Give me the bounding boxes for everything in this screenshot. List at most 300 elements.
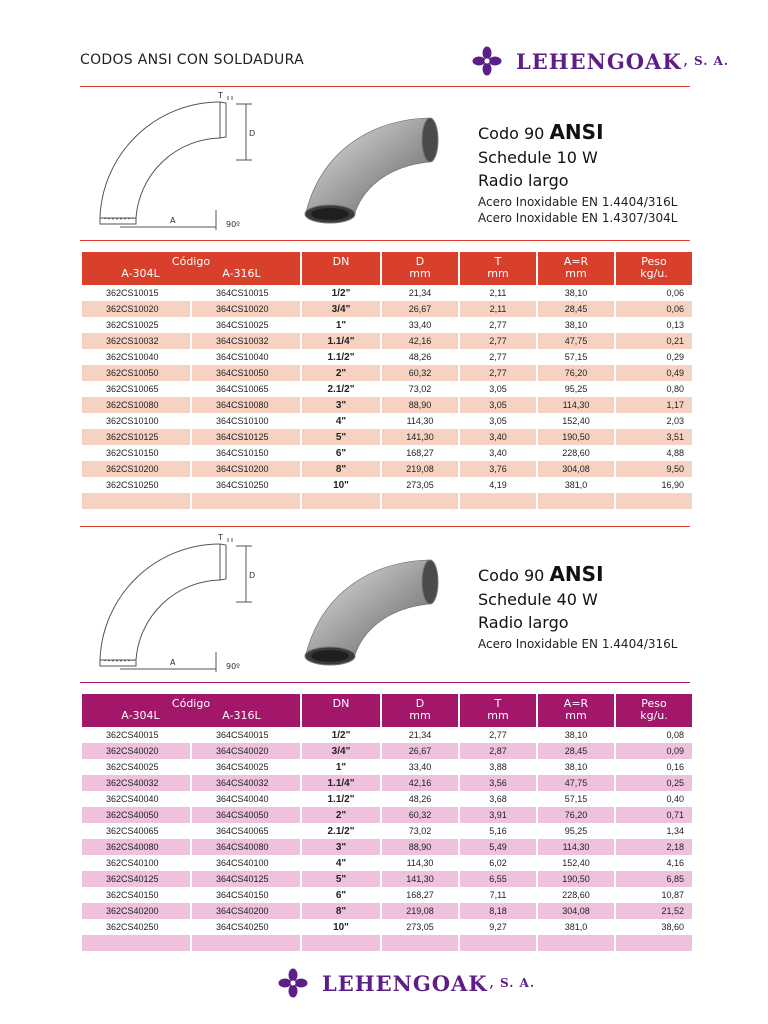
table-row <box>82 477 692 493</box>
cell-peso: 38,60 <box>616 919 692 935</box>
cell-code-a316: 364CS10200 <box>192 461 300 477</box>
brand-logo-header <box>472 46 729 76</box>
cell-ar: 38,10 <box>538 317 614 333</box>
cell-code-a304: 362CS10015 <box>82 285 190 301</box>
cell-code-a316: 364CS10025 <box>192 317 300 333</box>
cell-dn: 8" <box>302 903 380 919</box>
header-peso-label: Peso <box>641 255 667 268</box>
divider <box>80 240 690 241</box>
product-material: Acero Inoxidable EN 1.4404/316L <box>478 195 678 209</box>
cell-t: 2,77 <box>460 333 536 349</box>
cell-peso: 0,06 <box>616 285 692 301</box>
cell-d <box>382 493 458 509</box>
cell-peso: 21,52 <box>616 903 692 919</box>
table-row <box>82 743 692 759</box>
cell-dn: 4" <box>302 413 380 429</box>
cell-code-a316: 364CS40065 <box>192 823 300 839</box>
header-a304: A-304L <box>121 267 160 280</box>
cell-dn: 1/2" <box>302 727 380 743</box>
cell-peso: 3,51 <box>616 429 692 445</box>
header-codigo <box>82 252 300 285</box>
cell-t: 2,77 <box>460 349 536 365</box>
cell-code-a316: 364CS10065 <box>192 381 300 397</box>
cell-dn: 3" <box>302 397 380 413</box>
cell-code-a316: 364CS10100 <box>192 413 300 429</box>
header-ar <box>538 252 614 285</box>
table-header-row <box>82 252 692 285</box>
cell-code-a316: 364CS40125 <box>192 871 300 887</box>
header-ar <box>538 694 614 727</box>
header-peso-label: Peso <box>641 697 667 710</box>
cell-peso: 0,80 <box>616 381 692 397</box>
cell-code-a304: 362CS10065 <box>82 381 190 397</box>
cell-peso: 0,09 <box>616 743 692 759</box>
cell-code-a304: 362CS10040 <box>82 349 190 365</box>
header-ar-unit: mm <box>565 709 587 722</box>
product-material: Acero Inoxidable EN 1.4307/304L <box>478 211 678 225</box>
cell-dn <box>302 935 380 951</box>
cell-d: 33,40 <box>382 317 458 333</box>
cell-ar: 38,10 <box>538 759 614 775</box>
brand-mark-icon <box>472 46 502 76</box>
table-row <box>82 445 692 461</box>
cell-d: 141,30 <box>382 871 458 887</box>
cell-dn: 1.1/2" <box>302 349 380 365</box>
cell-dn: 2.1/2" <box>302 381 380 397</box>
cell-code-a316: 364CS10150 <box>192 445 300 461</box>
cell-ar: 47,75 <box>538 333 614 349</box>
cell-code-a316: 364CS10032 <box>192 333 300 349</box>
cell-dn: 1.1/2" <box>302 791 380 807</box>
cell-t: 7,11 <box>460 887 536 903</box>
cell-dn: 5" <box>302 871 380 887</box>
table-row <box>82 727 692 743</box>
header-a316: A-316L <box>222 709 261 722</box>
brand-logo-footer <box>278 968 535 998</box>
cell-d: 42,16 <box>382 775 458 791</box>
table-row <box>82 317 692 333</box>
cell-code-a316: 364CS40032 <box>192 775 300 791</box>
brand-name: LEHENGOAK <box>516 48 682 74</box>
cell-code-a304: 362CS10100 <box>82 413 190 429</box>
cell-dn: 2" <box>302 365 380 381</box>
cell-code-a304: 362CS40015 <box>82 727 190 743</box>
elbow-photo <box>292 546 442 672</box>
product-title <box>478 120 677 144</box>
cell-peso: 2,03 <box>616 413 692 429</box>
cell-t: 3,05 <box>460 397 536 413</box>
elbow-technical-drawing <box>90 90 260 232</box>
cell-ar: 76,20 <box>538 365 614 381</box>
cell-t: 8,18 <box>460 903 536 919</box>
table-row <box>82 285 692 301</box>
product-codo: Codo 90 <box>478 566 545 585</box>
table-row <box>82 775 692 791</box>
product-codo: Codo 90 <box>478 124 545 143</box>
cell-dn: 4" <box>302 855 380 871</box>
cell-d: 48,26 <box>382 791 458 807</box>
cell-code-a316: 364CS40080 <box>192 839 300 855</box>
cell-t: 3,05 <box>460 381 536 397</box>
cell-code-a304: 362CS40020 <box>82 743 190 759</box>
header-d-label: D <box>415 255 425 268</box>
header-codigo-label: Código <box>171 255 211 268</box>
header-peso <box>616 252 692 285</box>
cell-code-a316: 364CS10050 <box>192 365 300 381</box>
header-dn-label: DN <box>332 255 350 268</box>
header-ar-label: A=R <box>563 697 589 710</box>
cell-peso: 0,06 <box>616 301 692 317</box>
cell-d: 26,67 <box>382 301 458 317</box>
cell-peso: 0,21 <box>616 333 692 349</box>
cell-t <box>460 493 536 509</box>
cell-peso: 4,16 <box>616 855 692 871</box>
cell-peso: 0,40 <box>616 791 692 807</box>
cell-dn: 6" <box>302 887 380 903</box>
label-a: A <box>170 658 176 667</box>
cell-t: 3,91 <box>460 807 536 823</box>
label-t: T <box>218 91 223 100</box>
cell-d: 168,27 <box>382 887 458 903</box>
cell-d: 60,32 <box>382 807 458 823</box>
header-t-unit: mm <box>487 709 509 722</box>
cell-code-a316: 364CS40020 <box>192 743 300 759</box>
cell-dn: 2" <box>302 807 380 823</box>
label-t: T <box>218 533 223 542</box>
cell-dn: 3" <box>302 839 380 855</box>
cell-peso: 0,13 <box>616 317 692 333</box>
header-d-label: D <box>415 697 425 710</box>
cell-d: 73,02 <box>382 823 458 839</box>
cell-t: 3,88 <box>460 759 536 775</box>
elbow-photo <box>292 104 442 230</box>
cell-dn: 1.1/4" <box>302 333 380 349</box>
table-row <box>82 791 692 807</box>
table-row <box>82 365 692 381</box>
cell-t: 3,40 <box>460 429 536 445</box>
table-row <box>82 429 692 445</box>
cell-peso <box>616 935 692 951</box>
cell-code-a304: 362CS40040 <box>82 791 190 807</box>
cell-peso: 0,29 <box>616 349 692 365</box>
cell-code-a304: 362CS40250 <box>82 919 190 935</box>
header-peso-unit: kg/u. <box>640 267 668 280</box>
cell-ar: 152,40 <box>538 855 614 871</box>
cell-code-a316: 364CS40100 <box>192 855 300 871</box>
cell-code-a304: 362CS10125 <box>82 429 190 445</box>
cell-peso: 0,49 <box>616 365 692 381</box>
table-row <box>82 493 692 509</box>
cell-ar <box>538 493 614 509</box>
cell-dn: 6" <box>302 445 380 461</box>
cell-code-a316: 364CS40250 <box>192 919 300 935</box>
cell-code-a304: 362CS10020 <box>82 301 190 317</box>
cell-d: 26,67 <box>382 743 458 759</box>
cell-dn: 5" <box>302 429 380 445</box>
brand-suffix: , S. A. <box>489 976 536 990</box>
cell-t: 4,19 <box>460 477 536 493</box>
cell-d: 42,16 <box>382 333 458 349</box>
product-schedule: Schedule 10 W <box>478 148 598 167</box>
divider <box>80 526 690 527</box>
cell-dn: 3/4" <box>302 743 380 759</box>
cell-code-a316: 364CS10125 <box>192 429 300 445</box>
cell-dn: 1" <box>302 317 380 333</box>
cell-d: 141,30 <box>382 429 458 445</box>
header-t <box>460 252 536 285</box>
cell-peso: 9,50 <box>616 461 692 477</box>
cell-ar: 381,0 <box>538 919 614 935</box>
table-row <box>82 855 692 871</box>
cell-code-a316: 364CS10250 <box>192 477 300 493</box>
cell-ar: 228,60 <box>538 445 614 461</box>
cell-code-a304: 362CS40100 <box>82 855 190 871</box>
table-row <box>82 935 692 951</box>
header-d-unit: mm <box>409 709 431 722</box>
cell-d <box>382 935 458 951</box>
product-schedule: Schedule 40 W <box>478 590 598 609</box>
table-row <box>82 871 692 887</box>
cell-ar: 190,50 <box>538 871 614 887</box>
cell-t: 2,87 <box>460 743 536 759</box>
cell-t: 6,55 <box>460 871 536 887</box>
header-ar-unit: mm <box>565 267 587 280</box>
brand-mark-icon <box>278 968 308 998</box>
cell-code-a304 <box>82 493 190 509</box>
cell-code-a304: 362CS40125 <box>82 871 190 887</box>
brand-suffix: , S. A. <box>683 54 730 68</box>
cell-ar: 304,08 <box>538 903 614 919</box>
table-row <box>82 301 692 317</box>
cell-peso: 1,17 <box>616 397 692 413</box>
cell-ar: 38,10 <box>538 285 614 301</box>
cell-t: 3,05 <box>460 413 536 429</box>
header-a304: A-304L <box>121 709 160 722</box>
product-ansi: ANSI <box>549 120 604 144</box>
table-row <box>82 887 692 903</box>
cell-d: 33,40 <box>382 759 458 775</box>
header-t <box>460 694 536 727</box>
spec-table-schedule-40 <box>80 694 694 951</box>
cell-t: 2,77 <box>460 727 536 743</box>
label-angle: 90º <box>226 220 240 229</box>
cell-code-a316 <box>192 935 300 951</box>
cell-peso: 0,71 <box>616 807 692 823</box>
table-row <box>82 461 692 477</box>
cell-ar: 114,30 <box>538 839 614 855</box>
header-ar-label: A=R <box>563 255 589 268</box>
cell-code-a316: 364CS10020 <box>192 301 300 317</box>
cell-code-a304: 362CS10080 <box>82 397 190 413</box>
cell-t: 3,68 <box>460 791 536 807</box>
cell-ar: 95,25 <box>538 381 614 397</box>
cell-code-a304 <box>82 935 190 951</box>
cell-ar: 38,10 <box>538 727 614 743</box>
cell-code-a304: 362CS40200 <box>82 903 190 919</box>
table-row <box>82 413 692 429</box>
cell-t: 3,40 <box>460 445 536 461</box>
header-t-label: T <box>494 697 502 710</box>
spec-table-schedule-10 <box>80 252 694 509</box>
page-title: CODOS ANSI CON SOLDADURA <box>80 52 304 68</box>
cell-code-a316: 364CS10080 <box>192 397 300 413</box>
cell-d: 48,26 <box>382 349 458 365</box>
table-row <box>82 397 692 413</box>
table-row <box>82 381 692 397</box>
cell-peso <box>616 493 692 509</box>
product-title <box>478 562 677 586</box>
cell-t: 6,02 <box>460 855 536 871</box>
cell-dn: 3/4" <box>302 301 380 317</box>
header-dn <box>302 252 380 285</box>
table-row <box>82 903 692 919</box>
cell-peso: 6,85 <box>616 871 692 887</box>
table-header-row <box>82 694 692 727</box>
cell-dn: 10" <box>302 477 380 493</box>
brand-name: LEHENGOAK <box>322 970 488 996</box>
cell-dn: 10" <box>302 919 380 935</box>
cell-code-a316: 364CS10015 <box>192 285 300 301</box>
cell-d: 219,08 <box>382 903 458 919</box>
cell-d: 114,30 <box>382 413 458 429</box>
cell-peso: 0,08 <box>616 727 692 743</box>
cell-code-a316: 364CS40200 <box>192 903 300 919</box>
product-info-schedule-10 <box>478 120 677 226</box>
cell-d: 273,05 <box>382 477 458 493</box>
cell-code-a304: 362CS10032 <box>82 333 190 349</box>
cell-code-a316 <box>192 493 300 509</box>
cell-dn <box>302 493 380 509</box>
cell-code-a304: 362CS10025 <box>82 317 190 333</box>
cell-code-a304: 362CS10050 <box>82 365 190 381</box>
cell-peso: 2,18 <box>616 839 692 855</box>
table-row <box>82 839 692 855</box>
cell-code-a304: 362CS40050 <box>82 807 190 823</box>
cell-peso: 0,16 <box>616 759 692 775</box>
cell-dn: 1.1/4" <box>302 775 380 791</box>
cell-dn: 1/2" <box>302 285 380 301</box>
cell-code-a304: 362CS40065 <box>82 823 190 839</box>
cell-ar: 57,15 <box>538 791 614 807</box>
product-material: Acero Inoxidable EN 1.4404/316L <box>478 637 678 651</box>
cell-t: 3,56 <box>460 775 536 791</box>
cell-ar: 114,30 <box>538 397 614 413</box>
cell-code-a304: 362CS40150 <box>82 887 190 903</box>
label-d: D <box>249 571 256 580</box>
product-ansi: ANSI <box>549 562 604 586</box>
header-d-unit: mm <box>409 267 431 280</box>
label-d: D <box>249 129 256 138</box>
cell-code-a304: 362CS40032 <box>82 775 190 791</box>
cell-dn: 8" <box>302 461 380 477</box>
cell-d: 21,34 <box>382 285 458 301</box>
cell-d: 73,02 <box>382 381 458 397</box>
header-a316: A-316L <box>222 267 261 280</box>
cell-code-a316: 364CS40150 <box>192 887 300 903</box>
cell-code-a304: 362CS40080 <box>82 839 190 855</box>
header-codigo <box>82 694 300 727</box>
header-t-unit: mm <box>487 267 509 280</box>
cell-code-a316: 364CS10040 <box>192 349 300 365</box>
cell-code-a304: 362CS10200 <box>82 461 190 477</box>
cell-t: 3,76 <box>460 461 536 477</box>
cell-d: 60,32 <box>382 365 458 381</box>
cell-d: 168,27 <box>382 445 458 461</box>
header-dn <box>302 694 380 727</box>
cell-d: 88,90 <box>382 397 458 413</box>
cell-t: 2,77 <box>460 317 536 333</box>
table-row <box>82 349 692 365</box>
cell-code-a316: 364CS40015 <box>192 727 300 743</box>
cell-ar: 304,08 <box>538 461 614 477</box>
cell-peso: 16,90 <box>616 477 692 493</box>
cell-d: 88,90 <box>382 839 458 855</box>
table-row <box>82 823 692 839</box>
cell-ar: 28,45 <box>538 743 614 759</box>
cell-d: 114,30 <box>382 855 458 871</box>
table-row <box>82 759 692 775</box>
cell-code-a316: 364CS40025 <box>192 759 300 775</box>
cell-t: 5,49 <box>460 839 536 855</box>
header-codigo-label: Código <box>171 697 211 710</box>
cell-t: 9,27 <box>460 919 536 935</box>
cell-ar: 95,25 <box>538 823 614 839</box>
table-row <box>82 919 692 935</box>
product-radio: Radio largo <box>478 613 569 632</box>
label-angle: 90º <box>226 662 240 671</box>
cell-t <box>460 935 536 951</box>
divider <box>80 86 690 87</box>
cell-code-a304: 362CS10250 <box>82 477 190 493</box>
cell-t: 2,77 <box>460 365 536 381</box>
cell-peso: 10,87 <box>616 887 692 903</box>
cell-d: 21,34 <box>382 727 458 743</box>
cell-ar: 47,75 <box>538 775 614 791</box>
cell-ar: 381,0 <box>538 477 614 493</box>
table-row <box>82 333 692 349</box>
cell-ar <box>538 935 614 951</box>
label-a: A <box>170 216 176 225</box>
cell-code-a304: 362CS40025 <box>82 759 190 775</box>
header-t-label: T <box>494 255 502 268</box>
product-radio: Radio largo <box>478 171 569 190</box>
cell-dn: 1" <box>302 759 380 775</box>
cell-ar: 76,20 <box>538 807 614 823</box>
header-d <box>382 694 458 727</box>
elbow-technical-drawing <box>90 532 260 674</box>
header-peso-unit: kg/u. <box>640 709 668 722</box>
cell-ar: 228,60 <box>538 887 614 903</box>
cell-t: 5,16 <box>460 823 536 839</box>
cell-code-a316: 364CS40040 <box>192 791 300 807</box>
product-info-schedule-40 <box>478 562 677 652</box>
cell-peso: 4,88 <box>616 445 692 461</box>
cell-d: 219,08 <box>382 461 458 477</box>
cell-code-a304: 362CS10150 <box>82 445 190 461</box>
cell-ar: 57,15 <box>538 349 614 365</box>
header-dn-label: DN <box>332 697 350 710</box>
divider <box>80 682 690 683</box>
cell-ar: 190,50 <box>538 429 614 445</box>
cell-t: 2,11 <box>460 301 536 317</box>
cell-t: 2,11 <box>460 285 536 301</box>
cell-code-a316: 364CS40050 <box>192 807 300 823</box>
cell-ar: 152,40 <box>538 413 614 429</box>
cell-peso: 1,34 <box>616 823 692 839</box>
cell-dn: 2.1/2" <box>302 823 380 839</box>
cell-peso: 0,25 <box>616 775 692 791</box>
cell-ar: 28,45 <box>538 301 614 317</box>
